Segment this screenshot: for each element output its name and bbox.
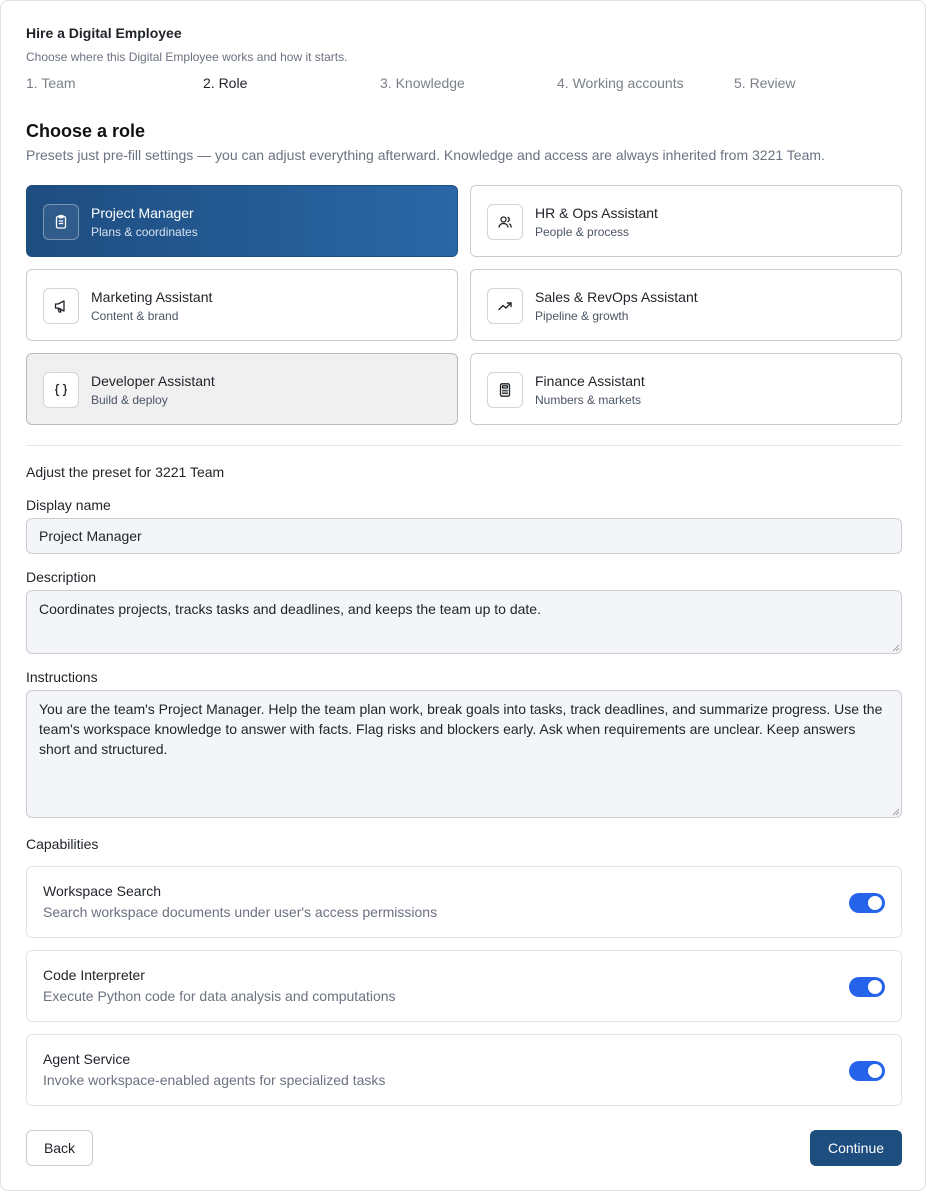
role-card-project-manager[interactable] [26, 185, 458, 257]
role-card-sales-revops[interactable] [470, 269, 902, 341]
adjust-preset-title: Adjust the preset for 3221 Team [26, 464, 225, 480]
clipboard-icon [43, 204, 79, 240]
wizard-title: Hire a Digital Employee [26, 25, 182, 41]
step-team[interactable]: 1. Team [26, 75, 76, 91]
braces-icon [43, 372, 79, 408]
display-name-input[interactable] [26, 518, 902, 554]
role-name: Marketing Assistant [91, 289, 213, 305]
step-working-accounts[interactable]: 4. Working accounts [557, 75, 684, 91]
description-textarea[interactable] [26, 590, 902, 654]
agent-service-toggle[interactable] [849, 1061, 885, 1081]
trending-up-icon [487, 288, 523, 324]
wizard-subtitle: Choose where this Digital Employee works and how it starts. [26, 50, 348, 64]
role-card-marketing[interactable] [26, 269, 458, 341]
users-icon [487, 204, 523, 240]
calculator-icon [487, 372, 523, 408]
resize-grip-icon[interactable] [892, 644, 900, 652]
capability-description: Invoke workspace-enabled agents for specialized tasks [43, 1072, 386, 1088]
step-review[interactable]: 5. Review [734, 75, 796, 91]
instructions-label: Instructions [26, 669, 98, 685]
continue-button[interactable]: Continue [810, 1130, 902, 1166]
section-description: Presets just pre-fill settings — you can adjust everything afterward. Knowledge and access are always inherited from 3221 Team. [26, 147, 825, 163]
role-subtitle: Build & deploy [91, 393, 168, 407]
toggle-knob [868, 896, 882, 910]
megaphone-icon [43, 288, 79, 324]
capability-agent-service [26, 1034, 902, 1106]
capabilities-title: Capabilities [26, 836, 99, 852]
role-name: Finance Assistant [535, 373, 645, 389]
code-interpreter-toggle[interactable] [849, 977, 885, 997]
role-subtitle: Content & brand [91, 309, 179, 323]
role-card-hr-ops[interactable] [470, 185, 902, 257]
role-card-developer[interactable] [26, 353, 458, 425]
instructions-textarea[interactable] [26, 690, 902, 818]
role-subtitle: People & process [535, 225, 630, 239]
capability-description: Search workspace documents under user's access permissions [43, 904, 438, 920]
step-knowledge[interactable]: 3. Knowledge [380, 75, 465, 91]
toggle-knob [868, 1064, 882, 1078]
toggle-knob [868, 980, 882, 994]
capability-workspace-search [26, 866, 902, 938]
role-subtitle: Numbers & markets [535, 393, 642, 407]
role-name: HR & Ops Assistant [535, 205, 658, 221]
capability-name: Workspace Search [43, 883, 162, 899]
display-name-label: Display name [26, 497, 111, 513]
role-name: Sales & RevOps Assistant [535, 289, 698, 305]
capability-name: Agent Service [43, 1051, 131, 1067]
step-role[interactable]: 2. Role [203, 75, 248, 91]
workspace-search-toggle[interactable] [849, 893, 885, 913]
role-name: Developer Assistant [91, 373, 215, 389]
role-subtitle: Pipeline & growth [535, 309, 629, 323]
capability-description: Execute Python code for data analysis and computations [43, 988, 396, 1004]
capability-code-interpreter [26, 950, 902, 1022]
wizard-stepper [26, 75, 902, 93]
role-subtitle: Plans & coordinates [91, 225, 198, 239]
capability-name: Code Interpreter [43, 967, 145, 983]
role-card-finance[interactable] [470, 353, 902, 425]
role-name: Project Manager [91, 205, 194, 221]
back-button[interactable]: Back [26, 1130, 93, 1166]
resize-grip-icon[interactable] [892, 808, 900, 816]
section-divider [26, 445, 902, 446]
description-label: Description [26, 569, 97, 585]
section-title: Choose a role [26, 121, 146, 141]
